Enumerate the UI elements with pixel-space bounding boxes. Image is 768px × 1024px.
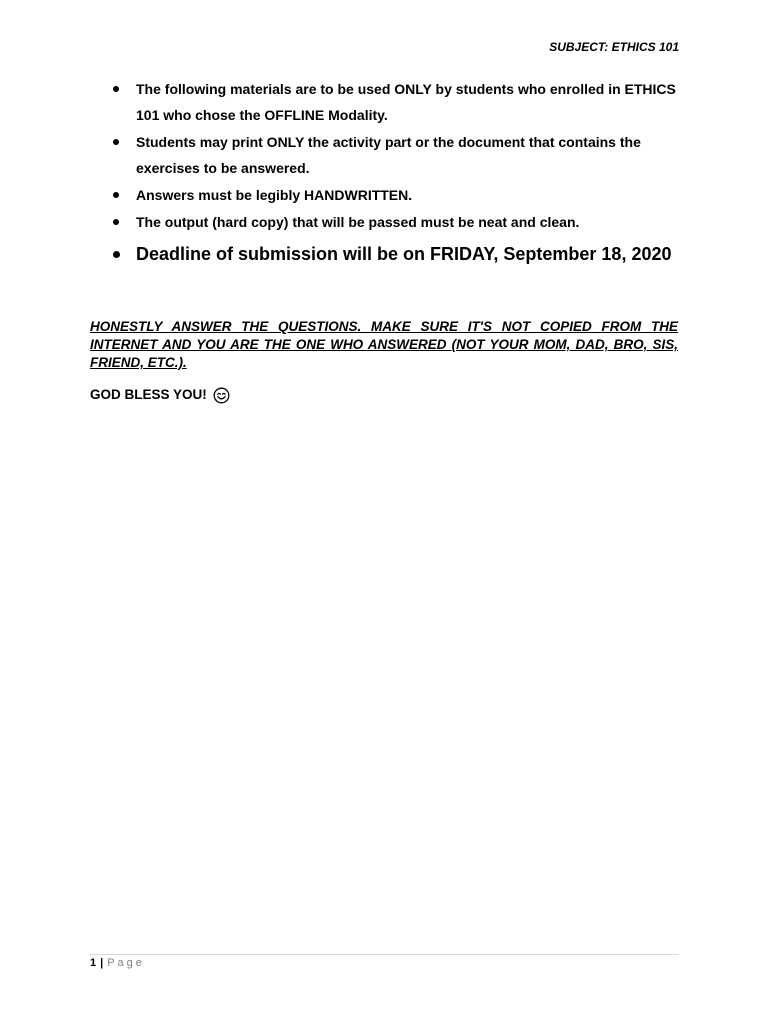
instruction-item (108, 76, 678, 128)
footer-divider (90, 954, 679, 955)
bullet-icon (113, 251, 120, 258)
footer-separator: | (100, 957, 104, 969)
instruction-text: The following materials are to be used ONLY by students who enrolled in ETHICS 101 who chose the OFFLINE Modality. (136, 81, 676, 123)
instruction-text: The output (hard copy) that will be passed must be neat and clean. (136, 214, 580, 230)
bullet-icon (113, 219, 119, 225)
smiley-face-icon (213, 387, 230, 404)
bullet-icon (113, 86, 119, 92)
instruction-item (108, 182, 678, 208)
page-footer (90, 956, 145, 970)
subject-header: SUBJECT: ETHICS 101 (549, 40, 679, 54)
instruction-text: Students may print ONLY the activity part or the document that contains the exercises to be answered. (136, 134, 641, 176)
deadline-text: Deadline of submission will be on FRIDAY, September 18, 2020 (136, 244, 672, 264)
deadline-item (108, 237, 678, 271)
page-number: 1 (90, 957, 97, 969)
instruction-item (108, 129, 678, 181)
instruction-text: Answers must be legibly HANDWRITTEN. (136, 187, 413, 203)
honesty-notice: HONESTLY ANSWER THE QUESTIONS. MAKE SURE IT'S NOT COPIED FROM THE INTERNET AND YOU ARE THE ONE WHO ANSWERED (NOT YOUR MOM, DAD, BRO, SIS, FRIEND, ETC.). (90, 319, 678, 370)
instruction-item (108, 209, 678, 235)
bullet-icon (113, 192, 119, 198)
instructions-list (108, 76, 678, 272)
page-label: Page (107, 957, 145, 969)
bullet-icon (113, 139, 119, 145)
blessing (90, 386, 230, 404)
blessing-text: GOD BLESS YOU! (90, 387, 207, 402)
